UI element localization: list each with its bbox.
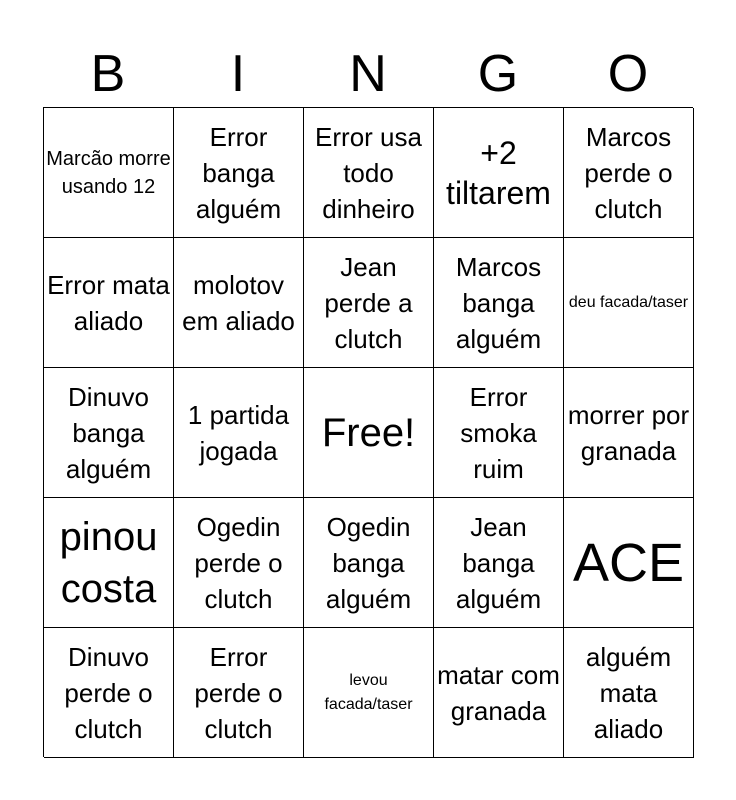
bingo-cell-text: pinou costa [59, 514, 158, 611]
bingo-cell[interactable] [44, 628, 174, 758]
bingo-cell-text: alguém mata aliado [585, 641, 672, 744]
bingo-cell-text: Jean perde a clutch [324, 251, 413, 354]
bingo-cell[interactable] [304, 498, 434, 628]
bingo-cell-text: 1 partida jogada [187, 399, 290, 466]
header-letter-g: G [477, 45, 519, 103]
bingo-cell[interactable] [564, 108, 694, 238]
bingo-cell[interactable] [434, 108, 564, 238]
bingo-card-grid [43, 107, 693, 757]
bingo-cell-text: Ogedin perde o clutch [194, 511, 283, 614]
bingo-cell-text: Error usa todo dinheiro [315, 121, 422, 224]
bingo-cell-text: Marcão morre usando 12 [46, 147, 171, 198]
bingo-cell[interactable] [304, 368, 434, 498]
bingo-cell[interactable] [304, 108, 434, 238]
bingo-cell[interactable] [564, 498, 694, 628]
bingo-header [43, 40, 693, 108]
bingo-cell-text: +2 tiltarem [446, 134, 551, 211]
header-letter-o: O [607, 45, 649, 103]
bingo-cell[interactable] [564, 238, 694, 368]
header-letter-i: I [230, 45, 246, 103]
header-letter-n: N [349, 45, 387, 103]
bingo-cell-text: Marcos perde o clutch [584, 121, 673, 224]
bingo-cell-text: Error mata aliado [47, 269, 170, 336]
bingo-cell-text: Marcos banga alguém [455, 251, 542, 354]
bingo-cell-text: Error banga alguém [195, 121, 282, 224]
bingo-cell[interactable] [564, 368, 694, 498]
bingo-cell[interactable] [304, 238, 434, 368]
bingo-cell-text: molotov em aliado [182, 269, 295, 336]
bingo-cell[interactable] [434, 238, 564, 368]
bingo-cell-text: Error smoka ruim [460, 381, 537, 484]
bingo-cell[interactable] [174, 368, 304, 498]
bingo-cell-text: morrer por granada [567, 399, 690, 466]
bingo-cell-text: matar com granada [437, 659, 560, 726]
bingo-cell-text: levou facada/taser [324, 671, 413, 713]
header-letter-b: B [90, 45, 126, 103]
bingo-cell[interactable] [44, 108, 174, 238]
bingo-cell[interactable] [44, 368, 174, 498]
bingo-cell[interactable] [44, 498, 174, 628]
bingo-cell[interactable] [434, 498, 564, 628]
bingo-cell-text: Ogedin banga alguém [325, 511, 412, 614]
bingo-cell-text: Dinuvo perde o clutch [64, 641, 153, 744]
bingo-cell[interactable] [434, 628, 564, 758]
bingo-cell-text: Error perde o clutch [194, 641, 283, 744]
bingo-cell[interactable] [174, 238, 304, 368]
bingo-cell-text: ACE [572, 532, 685, 593]
bingo-cell[interactable] [174, 108, 304, 238]
bingo-cell[interactable] [564, 628, 694, 758]
bingo-cell-text: deu facada/taser [568, 293, 689, 311]
bingo-cell-text: Dinuvo banga alguém [65, 381, 152, 484]
bingo-cell-text: Free! [321, 410, 416, 455]
bingo-cell-text: Jean banga alguém [455, 511, 542, 614]
bingo-cell[interactable] [44, 238, 174, 368]
bingo-cell[interactable] [174, 498, 304, 628]
bingo-cell[interactable] [434, 368, 564, 498]
bingo-cell[interactable] [304, 628, 434, 758]
bingo-cell[interactable] [174, 628, 304, 758]
